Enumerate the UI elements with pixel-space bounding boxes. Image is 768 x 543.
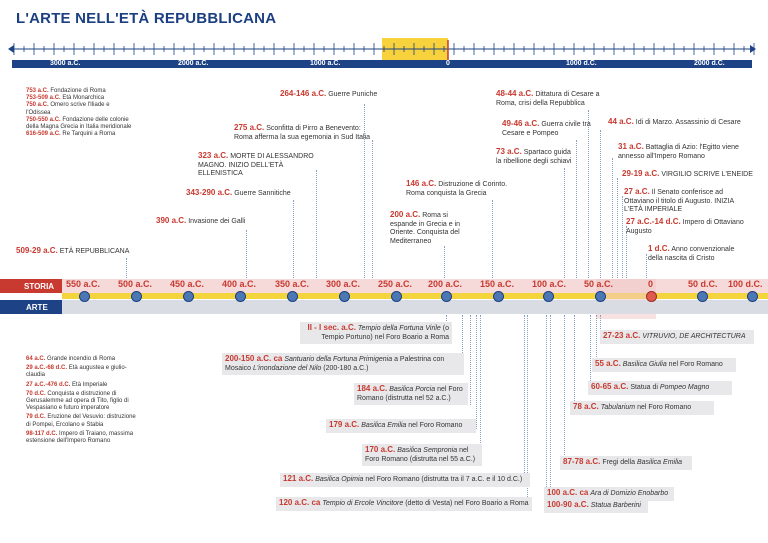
arrow-left-icon xyxy=(8,45,14,53)
event-corinto: 146 a.C. Distruzione di Corinto. Roma conquista la Grecia xyxy=(406,179,508,197)
tick-label: 50 a.C. xyxy=(584,279,614,289)
arrow-right-icon xyxy=(750,45,756,53)
timeline-node xyxy=(391,291,402,302)
event-azio: 31 a.C. Battaglia di Azio: l'Egitto viene annesso all'Impero Romano xyxy=(618,142,739,160)
tick-label: 350 a.C. xyxy=(275,279,310,289)
scale-label: 2000 a.C. xyxy=(178,60,209,67)
timeline-node xyxy=(339,291,350,302)
scale-label: 1000 a.C. xyxy=(310,60,341,67)
arte-label: ARTE xyxy=(26,303,48,312)
timeline-node xyxy=(595,291,606,302)
early-history-list xyxy=(26,88,134,138)
event-alessandro-magno: 323 a.C. MORTE DI ALESSANDRO MAGNO. INIZIO DELL'ETÀ ELLENISTICA xyxy=(198,151,314,178)
event-eneide: 29-19 a.C. VIRGILIO SCRIVE L'ENEIDE xyxy=(622,169,753,178)
timeline-node xyxy=(287,291,298,302)
list-item: 753-509 a.C. Età Monarchica xyxy=(26,95,105,102)
scale-label: 3000 a.C. xyxy=(50,60,81,67)
art-ara-domizio: 100 a.C. ca Ara di Domizio Enobarbo xyxy=(544,487,674,501)
list-item: 64 a.C. Grande incendio di Roma xyxy=(26,356,116,362)
event-pirro: 275 a.C. Sconfitta di Pirro a Benevento: Roma afferma la sua egemonia in Sud Italia xyxy=(234,123,371,141)
timeline-bar xyxy=(62,293,768,299)
event-espansione: 200 a.C. Roma si espande in Grecia e in Oriente. Conquista del Mediterraneo xyxy=(390,210,461,245)
tick-label: 450 a.C. xyxy=(170,279,205,289)
scale-label: 1000 d.C. xyxy=(566,60,597,67)
timeline-node xyxy=(183,291,194,302)
art-fregi-basilica-emilia: 87-78 a.C. Fregi della Basilica Emilia xyxy=(560,456,692,470)
tick-label: 50 d.C. xyxy=(688,279,718,289)
event-guerra-civile: 49-46 a.C. Guerra civile tra Cesare e Pompeo xyxy=(502,119,591,137)
timeline-node xyxy=(235,291,246,302)
tick-label: 100 a.C. xyxy=(532,279,567,289)
art-basilica-emilia: 179 a.C. Basilica Emilia nel Foro Romano xyxy=(326,419,476,433)
list-item: 750-550 a.C. Fondazione delle colonie della Magna Grecia in Italia meridionale xyxy=(26,116,132,131)
timeline-node xyxy=(493,291,504,302)
art-basilica-giulia: 55 a.C. Basilica Giulia nel Foro Romano xyxy=(592,358,736,372)
timeline-node-zero xyxy=(646,291,657,302)
tick-label: 400 a.C. xyxy=(222,279,257,289)
page-title: L'ARTE NELL'ETÀ REPUBBLICANA xyxy=(16,10,277,27)
art-tabularium: 78 a.C. Tabularium nel Foro Romano xyxy=(570,401,714,415)
art-basilica-sempronia: 170 a.C. Basilica Sempronia nel Foro Romano (distrutta nel 55 a.C.) xyxy=(362,444,482,466)
event-invasione-galli: 390 a.C. Invasione dei Galli xyxy=(156,216,246,225)
event-eta-repubblicana: 509-29 a.C. ETÀ REPUBBLICANA xyxy=(16,246,130,255)
list-item: 750 a.C. Omero scrive l'Iliade e l'Odissea xyxy=(26,102,110,116)
timeline-node xyxy=(441,291,452,302)
timeline-node xyxy=(543,291,554,302)
event-guerre-puniche: 264-146 a.C. Guerre Puniche xyxy=(280,89,378,98)
event-nascita-cristo: 1 d.C. Anno convenzionale della nascita di Cristo xyxy=(648,244,735,262)
list-item: 98-117 d.C. Impero di Traiano, massima estensione dell'Impero Romano xyxy=(26,430,134,445)
scale-bar xyxy=(12,60,752,68)
tick-label: 250 a.C. xyxy=(378,279,413,289)
event-guerre-sannitiche: 343-290 a.C. Guerre Sannitiche xyxy=(186,188,291,197)
list-item: 27 a.C.-476 d.C. Età Imperiale xyxy=(26,381,108,388)
event-augusto-titolo: 27 a.C. Il Senato conferisce ad Ottaviano il titolo di Augusto. INIZIA L'ETÀ IMPERIALE xyxy=(624,187,734,214)
art-statua-barberini: 100-90 a.C. Statua Barberini xyxy=(544,499,648,513)
art-pompeo-magno: 60-65 a.C. Statua di Pompeo Magno xyxy=(588,381,732,395)
event-spartaco: 73 a.C. Spartaco guida la ribellione degli schiavi xyxy=(496,147,572,165)
storia-label: STORIA xyxy=(24,282,55,291)
timeline-node xyxy=(79,291,90,302)
scale-label: 0 xyxy=(446,60,450,67)
timeline-node xyxy=(131,291,142,302)
list-item: 29 a.C.-68 d.C. Età augustea e giulio-claudia xyxy=(26,365,127,379)
tick-label: 100 d.C. xyxy=(728,279,763,289)
list-item: 70 d.C. Conquista e distruzione di Gerusalemme ad opera di Tito, figlio di Vespasiano e futuro imperatore xyxy=(26,390,129,412)
event-dittatura-cesare: 48-44 a.C. Dittatura di Cesare a Roma, crisi della Repubblica xyxy=(496,89,600,107)
art-tempio-ercole: 120 a.C. ca Tempio di Ercole Vincitore (detto di Vesta) nel Foro Boario a Roma xyxy=(276,497,532,511)
art-basilica-porcia: 184 a.C. Basilica Porcia nel Foro Romano (distrutta nel 52 a.C.) xyxy=(354,383,468,405)
tick-label: 0 xyxy=(648,279,654,289)
tick-label: 150 a.C. xyxy=(480,279,515,289)
art-tempio-fortuna-virile: II - I sec. a.C. Tempio della Fortuna Virile (o Tempio Portuno) nel Foro Boario a Roma xyxy=(300,322,452,344)
event-impero-ottaviano: 27 a.C.-14 d.C. Impero di Ottaviano Augusto xyxy=(626,217,744,235)
tick-label: 550 a.C. xyxy=(66,279,101,289)
tick-label: 300 a.C. xyxy=(326,279,361,289)
tick-label: 200 a.C. xyxy=(428,279,463,289)
art-vitruvio: 27-23 a.C. VITRUVIO, DE ARCHITECTURA xyxy=(600,330,754,344)
tick-label: 500 a.C. xyxy=(118,279,153,289)
later-history-list xyxy=(26,356,142,445)
art-santuario-fortuna: 200-150 a.C. ca Santuario della Fortuna Primigenia a Palestrina con Mosaico L'inondazione del Nilo (200-180 a.C.) xyxy=(222,353,464,375)
event-idi-marzo: 44 a.C. Idi di Marzo. Assassinio di Cesare xyxy=(608,117,741,126)
timeline-node xyxy=(747,291,758,302)
list-item: 753 a.C. Fondazione di Roma xyxy=(26,88,106,94)
timeline-node xyxy=(697,291,708,302)
scale-label: 2000 d.C. xyxy=(694,60,725,67)
time-ruler xyxy=(0,34,768,70)
list-item: 79 d.C. Eruzione del Vesuvio: distruzione di Pompei, Ercolano e Stabia xyxy=(26,414,136,428)
list-item: 616-509 a.C. Re Tarquini a Roma xyxy=(26,131,116,138)
art-basilica-opimia: 121 a.C. Basilica Opimia nel Foro Romano (distrutta tra il 7 a.C. e il 10 d.C.) xyxy=(280,473,530,487)
arte-band xyxy=(0,300,768,314)
